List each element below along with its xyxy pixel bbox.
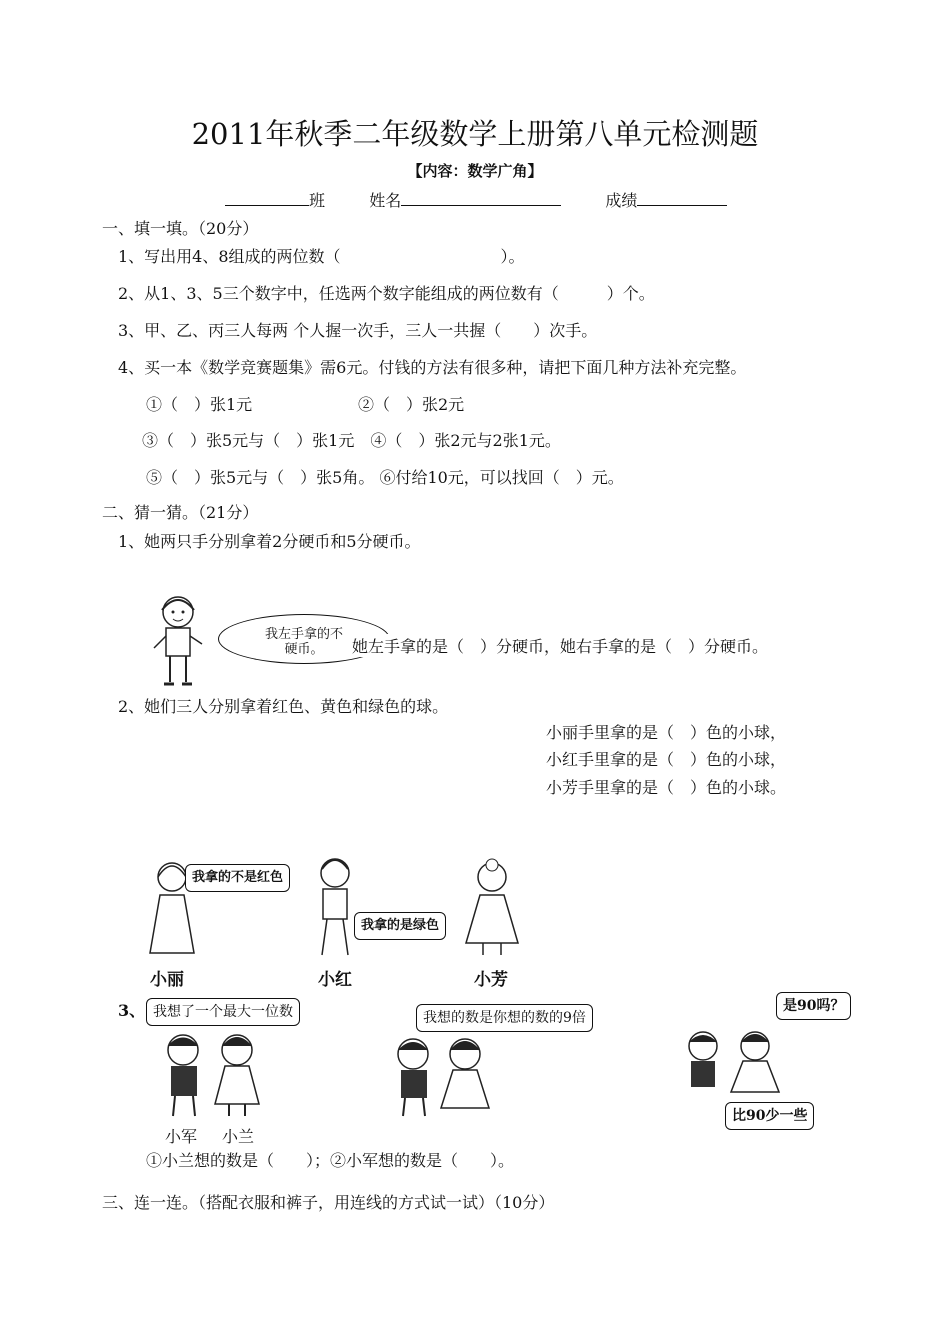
boy-name-xiaojun: 小军: [165, 1127, 198, 1146]
s2-q3-answer: ①小兰想的数是（ ）；②小军想的数是（ ）。: [146, 1151, 515, 1170]
girl-figure-illustration: [148, 592, 218, 692]
s2-question-1: 1、她两只手分别拿着2分硬币和5分硬币。: [118, 532, 421, 551]
s2-question-2: 2、她们三人分别拿着红色、黄色和绿色的球。: [118, 697, 449, 716]
q3-bubble-4: 比90少一些: [725, 1102, 814, 1130]
section2-heading: 二、猜一猜。（21分）: [102, 503, 259, 522]
page-title: 2011年秋季二年级数学上册第八单元检测题: [191, 117, 759, 151]
s2-q2-answer-1: 小丽手里拿的是（ ）色的小球，: [546, 723, 787, 742]
page-subtitle: 【内容：数学广角】: [407, 162, 543, 180]
s1-q4-option-b: ②（ ）张2元: [358, 395, 465, 414]
q2-bubble-not-red: 我拿的不是红色: [185, 864, 290, 892]
s1-q4-option-ef: ⑤（ ）张5元与（ ）张5角。 ⑥付给10元，可以找回（ ）元。: [146, 468, 624, 487]
girl-name-xiaohong: 小红: [318, 970, 352, 990]
score-label: 成绩: [605, 191, 638, 210]
s1-q4-option-a: ①（ ）张1元: [146, 395, 253, 414]
q1-bubble-line1: 我左手拿的不: [264, 627, 343, 642]
q3-bubble-1: 我想了一个最大一位数: [146, 998, 300, 1026]
s2-q1-answer: 她左手拿的是（ ）分硬币，她右手拿的是（ ）分硬币。: [352, 634, 768, 657]
s1-q4-option-cd: ③（ ）张5元与（ ）张1元 ④（ ）张2元与2张1元。: [142, 431, 561, 450]
girl-name-xiaofang: 小芳: [474, 970, 508, 990]
s1-question-2: 2、从1、3、5三个数字中，任选两个数字能组成的两位数有（ ）个。: [118, 284, 655, 303]
section1-heading: 一、填一填。（20分）: [102, 219, 259, 238]
q3-bubble-2: 我想的数是你想的数的9倍: [416, 1004, 593, 1032]
name-label: 姓名: [369, 191, 402, 210]
s1-question-1: 1、写出用4、8组成的两位数（ ）。: [118, 247, 525, 266]
q3-bubble-3: 是90吗？: [776, 992, 851, 1020]
s2-q2-answer-2: 小红手里拿的是（ ）色的小球，: [546, 750, 787, 769]
girl-name-xiaoli: 小丽: [150, 970, 184, 990]
s2-question-3-label: 3、: [118, 1001, 146, 1020]
s2-q2-answer-3: 小芳手里拿的是（ ）色的小球。: [546, 778, 787, 797]
name-blank[interactable]: [401, 189, 561, 206]
boy-girl-illustrations: [155, 1028, 855, 1120]
score-blank[interactable]: [637, 189, 727, 206]
s1-question-3: 3、甲、乙、丙三人每两 个人握一次手，三人一共握（ ）次手。: [118, 321, 598, 340]
class-label: 班: [309, 191, 326, 210]
s1-question-4: 4、买一本《数学竞赛题集》需6元。付钱的方法有很多种，请把下面几种方法补充完整。: [118, 358, 747, 377]
class-blank[interactable]: [225, 189, 309, 206]
q2-bubble-green: 我拿的是绿色: [354, 912, 446, 940]
q1-bubble-line2: 硬币。: [284, 642, 324, 657]
girl-name-xiaolan: 小兰: [222, 1127, 255, 1146]
section3-heading: 三、连一连。（搭配衣服和裤子，用连线的方式试一试）（10分）: [102, 1193, 555, 1212]
info-line: [225, 188, 727, 211]
